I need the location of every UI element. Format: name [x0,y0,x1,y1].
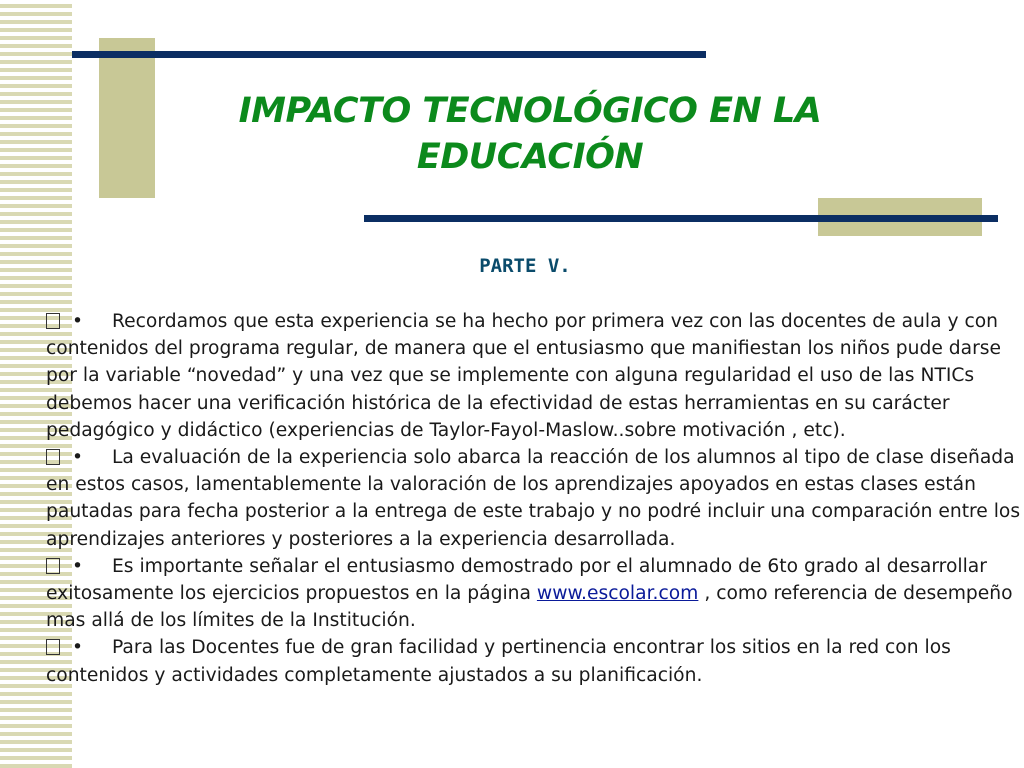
paragraph-4 [46,634,1021,688]
paragraph-text-before-link: Es importante señalar el entusiasmo demostrado por el alumnado de 6to grado al desarrollar exitosamente los ejercicios propuestos en la página [46,555,987,605]
slide-subtitle: PARTE V. [479,255,571,277]
bullet-icon: • [72,555,84,577]
missing-glyph-icon [46,639,60,655]
escolar-link[interactable]: www.escolar.com [536,583,699,605]
decorative-block-top-left [99,38,155,198]
paragraph-text: Recordamos que esta experiencia se ha hecho por primera vez con las docentes de aula y con contenidos del programa regular, de manera que el entusiasmo que manifiestan los niños pude darse por la variable “novedad” y una vez que se implemente con alguna regularidad el uso de las NTICs debemos hacer una verificación histórica de la efectividad de estas herramientas en su carácter pedagógico y didáctico (experiencias de Taylor-Fayol-Maslow..sobre motivación , etc). [46,311,1001,441]
missing-glyph-icon [46,449,60,465]
bullet-icon: • [72,447,84,469]
paragraph-2 [46,444,1021,553]
paragraph-3 [46,553,1021,635]
top-rule-line [72,51,706,58]
slide-body [46,308,1021,689]
paragraph-text: La evaluación de la experiencia solo abarca la reacción de los alumnos al tipo de clase diseñada en estos casos, lamentablemente la valoración de los aprendizajes apoyados en estas clases están pautadas para fecha posterior a la entrega de este trabajo y no podré incluir una comparación entre los aprendizajes anteriores y posteriores a la experiencia desarrollada. [46,447,1021,550]
slide-title: IMPACTO TECNOLÓGICO EN LA EDUCACIÓN [238,91,822,177]
bullet-icon: • [72,311,84,332]
paragraph-1 [46,308,1021,444]
bottom-rule-line [364,215,998,222]
paragraph-text-after-link: , como referencia de desempeño mas allá de los límites de la Institución. [46,583,1013,632]
paragraph-text: Para las Docentes fue de gran facilidad y pertinencia encontrar los sitios en la red con los contenidos y actividades completamente ajustados a su planificación. [46,637,951,686]
missing-glyph-icon [46,313,60,329]
bullet-icon: • [72,637,84,659]
missing-glyph-icon [46,558,60,574]
